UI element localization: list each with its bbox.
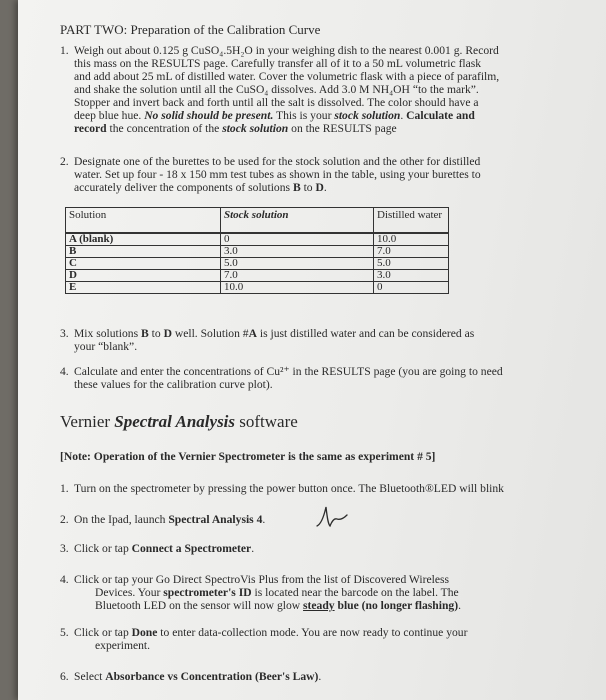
emphasis: Absorbance vs Concentration (Beer's Law) (105, 670, 319, 683)
text-span: Select (74, 670, 106, 683)
vernier-section-title (60, 412, 298, 432)
table-cell: C (66, 258, 221, 270)
text-span: is located near the barcode on the label. The (251, 586, 459, 599)
text-line (74, 586, 560, 599)
text-line: Weigh out about 0.125 g CuSO₄.5H₂O in your weighing dish to the nearest 0.001 g. Record (74, 44, 499, 57)
emphasis: A (248, 327, 257, 340)
text-span: . (458, 599, 461, 612)
text-span: accurately deliver the components of solutions (74, 181, 293, 194)
text-span: . (323, 181, 327, 194)
text-line: Stopper and invert back and forth until all the salt is dissolved. The color should have a (74, 96, 479, 109)
vernier-step-4 (60, 573, 560, 615)
text-span: . (400, 109, 407, 122)
text-line: Click or tap your Go Direct SpectroVis Plus from the list of Discovered Wireless (74, 573, 450, 586)
text-span: On the Ipad, launch (74, 513, 169, 526)
step-number: 3. (60, 327, 69, 340)
emphasis: blue (no longer flashing) (337, 599, 459, 612)
emphasis: record (74, 122, 107, 135)
vernier-step-3 (60, 542, 560, 556)
table-cell: 0 (374, 282, 449, 294)
step-number: 2. (60, 155, 69, 168)
text-line: your “blank”. (74, 340, 138, 353)
step-number: 4. (60, 365, 69, 378)
text-line (74, 109, 560, 122)
section-title: PART TWO: Preparation of the Calibration Curve (60, 22, 321, 37)
table-row (66, 282, 449, 294)
text-span: on the RESULTS page (288, 122, 397, 135)
text-line: these values for the calibration curve plot). (74, 378, 273, 391)
table-header-row (66, 208, 449, 234)
emphasis: Done (131, 626, 158, 639)
step-number: 2. (60, 513, 69, 526)
solutions-table (65, 207, 449, 294)
text-span: deep blue hue. (74, 109, 145, 122)
emphasis: spectrometer's ID (163, 586, 252, 599)
emphasis: Calculate and (406, 109, 475, 122)
vernier-note: [Note: Operation of the Vernier Spectrometer is the same as experiment # 5] (60, 450, 436, 463)
text-line (74, 626, 560, 639)
handwritten-squiggle-mark (315, 504, 349, 530)
table-cell: E (66, 282, 221, 294)
emphasis: stock solution (334, 109, 401, 122)
step-text (74, 573, 560, 612)
step-number: 1. (60, 44, 69, 57)
emphasis: D (163, 327, 172, 340)
step-number: 3. (60, 542, 69, 555)
header-solution: Solution (66, 208, 221, 234)
text-span: Vernier (60, 412, 115, 431)
table-cell: B (66, 246, 221, 258)
text-span: Click or tap (74, 626, 132, 639)
text-line: water. Set up four - 18 x 150 mm test tubes as shown in the table, using your burettes to (74, 168, 481, 181)
text-span: Bluetooth LED on the sensor will now glow (95, 599, 304, 612)
table-row (66, 258, 449, 270)
text-span: This is your (273, 109, 335, 122)
table-cell: 10.0 (221, 282, 374, 294)
step-text (74, 626, 560, 652)
text-line (74, 122, 560, 135)
text-line: experiment. (95, 639, 151, 652)
step-text: Turn on the spectrometer by pressing the power button once. The Bluetooth®LED will blink (74, 482, 504, 495)
step-2 (60, 155, 560, 199)
emphasis: No solid should be present. (144, 109, 274, 122)
text-span: the concentration of the (106, 122, 223, 135)
emphasis: D (315, 181, 324, 194)
text-line: and shake the solution until all the CuSO₄ dissolves. Add 3.0 M NH₄OH “to the mark”. (74, 83, 479, 96)
table-cell: 3.0 (374, 270, 449, 282)
text-line: and add about 25 mL of distilled water. Cover the volumetric flask with a piece of parafilm, (74, 70, 500, 83)
text-span: Click or tap (74, 542, 132, 555)
emphasis: B (292, 181, 301, 194)
table-cell: 0 (221, 233, 374, 246)
vernier-step-5 (60, 626, 560, 654)
emphasis: Connect a Spectrometer (131, 542, 252, 555)
text-line (74, 327, 560, 340)
table-cell: 10.0 (374, 233, 449, 246)
step-4 (60, 365, 560, 395)
step-3-text (74, 327, 560, 353)
text-span: Devices. Your (95, 586, 164, 599)
emphasis: Spectral Analysis (114, 412, 236, 431)
header-stock-solution: Stock solution (221, 208, 374, 234)
text-span: . (251, 542, 255, 555)
table-cell: 7.0 (374, 246, 449, 258)
text-span: . (262, 513, 266, 526)
text-span: software (235, 412, 298, 431)
table-cell: 7.0 (221, 270, 374, 282)
step-1-text (74, 44, 560, 135)
text-span: to enter data-collection mode. You are now ready to continue your (157, 626, 468, 639)
document-page (18, 0, 606, 700)
table-cell: A (blank) (66, 233, 221, 246)
table-cell: 3.0 (221, 246, 374, 258)
step-1 (60, 44, 560, 144)
step-text (74, 542, 560, 555)
table-row (66, 233, 449, 246)
emphasis: Spectral Analysis 4 (168, 513, 263, 526)
emphasis: stock solution (222, 122, 289, 135)
step-number: 6. (60, 670, 69, 683)
emphasis: steady (303, 599, 335, 612)
emphasis: B (141, 327, 149, 340)
step-number: 4. (60, 573, 69, 586)
step-2-text (74, 155, 560, 194)
text-line: Designate one of the burettes to be used for the stock solution and the other for distilled (74, 155, 481, 168)
step-4-text (74, 365, 560, 391)
text-span: well. Solution # (171, 327, 249, 340)
vernier-step-2 (60, 513, 560, 527)
table-cell: D (66, 270, 221, 282)
text-span: to (300, 181, 316, 194)
step-number: 5. (60, 626, 69, 639)
text-span: Mix solutions (74, 327, 141, 340)
table-row (66, 246, 449, 258)
text-span: . (318, 670, 322, 683)
vernier-step-1 (60, 482, 570, 496)
table-row (66, 270, 449, 282)
text-span: is just distilled water and can be considered as (256, 327, 475, 340)
table-cell: 5.0 (374, 258, 449, 270)
text-span: to (148, 327, 164, 340)
table-cell: 5.0 (221, 258, 374, 270)
vernier-step-6 (60, 670, 560, 684)
text-line: this mass on the RESULTS page. Carefully transfer all of it to a 50 mL volumetric flask (74, 57, 482, 70)
text-line (74, 599, 560, 612)
step-3 (60, 327, 560, 357)
step-text (74, 670, 560, 683)
step-number: 1. (60, 482, 69, 495)
text-line (74, 181, 560, 194)
header-distilled-water: Distilled water (374, 208, 449, 234)
text-line: Calculate and enter the concentrations of Cu²⁺ in the RESULTS page (you are going to need (74, 365, 503, 378)
